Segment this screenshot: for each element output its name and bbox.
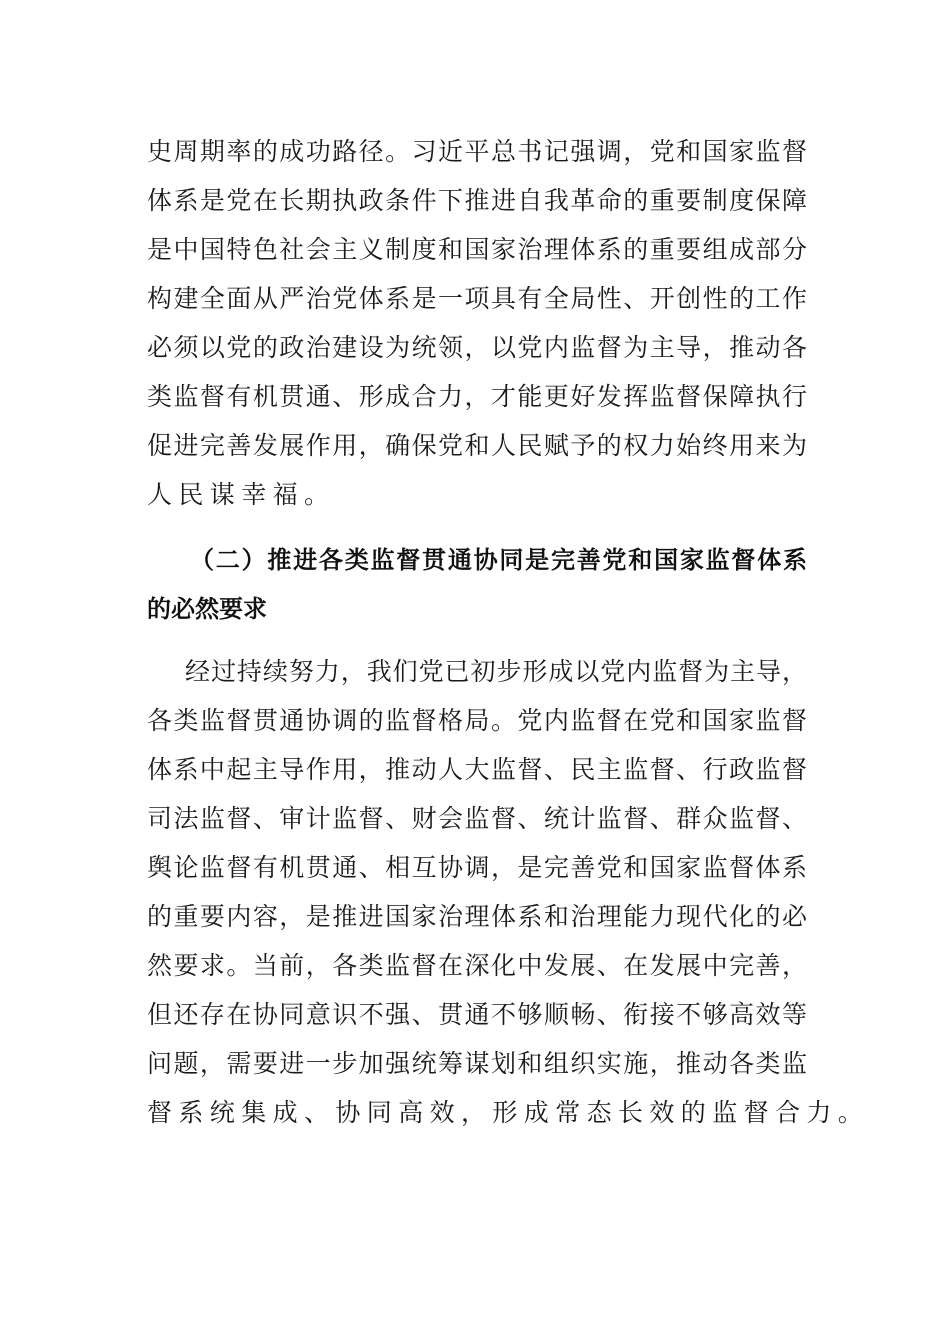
paragraph-line: 类监督有机贯通、形成合力，才能更好发挥监督保障执行: [147, 382, 807, 411]
paragraph-line: 人民谋幸福。: [147, 480, 336, 509]
paragraph-line: 是中国特色社会主义制度和国家治理体系的重要组成部分: [147, 235, 807, 264]
paragraph-line: 督系统集成、协同高效，形成常态长效的监督合力。: [147, 1098, 870, 1127]
paragraph-line: 构建全面从严治党体系是一项具有全局性、开创性的工作: [147, 284, 807, 313]
paragraph-line: 体系中起主导作用，推动人大监督、民主监督、行政监督: [147, 755, 807, 784]
heading-line: （二）推进各类监督贯通协同是完善党和国家监督体系: [190, 546, 807, 574]
heading-line: 的必然要求: [147, 595, 267, 623]
paragraph-line: 的重要内容，是推进国家治理体系和治理能力现代化的必: [147, 902, 807, 931]
paragraph-line: 经过持续努力，我们党已初步形成以党内监督为主导，: [185, 657, 807, 686]
paragraph-line: 问题，需要进一步加强统筹谋划和组织实施，推动各类监: [147, 1049, 807, 1078]
paragraph-line: 舆论监督有机贯通、相互协调，是完善党和国家监督体系: [147, 853, 807, 882]
paragraph-1: [147, 127, 807, 519]
paragraph-line: 史周期率的成功路径。习近平总书记强调，党和国家监督: [147, 137, 807, 166]
paragraph-line: 司法监督、审计监督、财会监督、统计监督、群众监督、: [147, 804, 807, 833]
paragraph-2: [147, 647, 870, 1137]
section-heading: [147, 536, 807, 634]
paragraph-line: 必须以党的政治建设为统领，以党内监督为主导，推动各: [147, 333, 807, 362]
paragraph-line: 各类监督贯通协调的监督格局。党内监督在党和国家监督: [147, 706, 807, 735]
paragraph-line: 体系是党在长期执政条件下推进自我革命的重要制度保障: [147, 186, 807, 215]
paragraph-line: 促进完善发展作用，确保党和人民赋予的权力始终用来为: [147, 431, 807, 460]
paragraph-line: 然要求。当前，各类监督在深化中发展、在发展中完善，: [147, 951, 807, 980]
paragraph-line: 但还存在协同意识不强、贯通不够顺畅、衔接不够高效等: [147, 1000, 807, 1029]
